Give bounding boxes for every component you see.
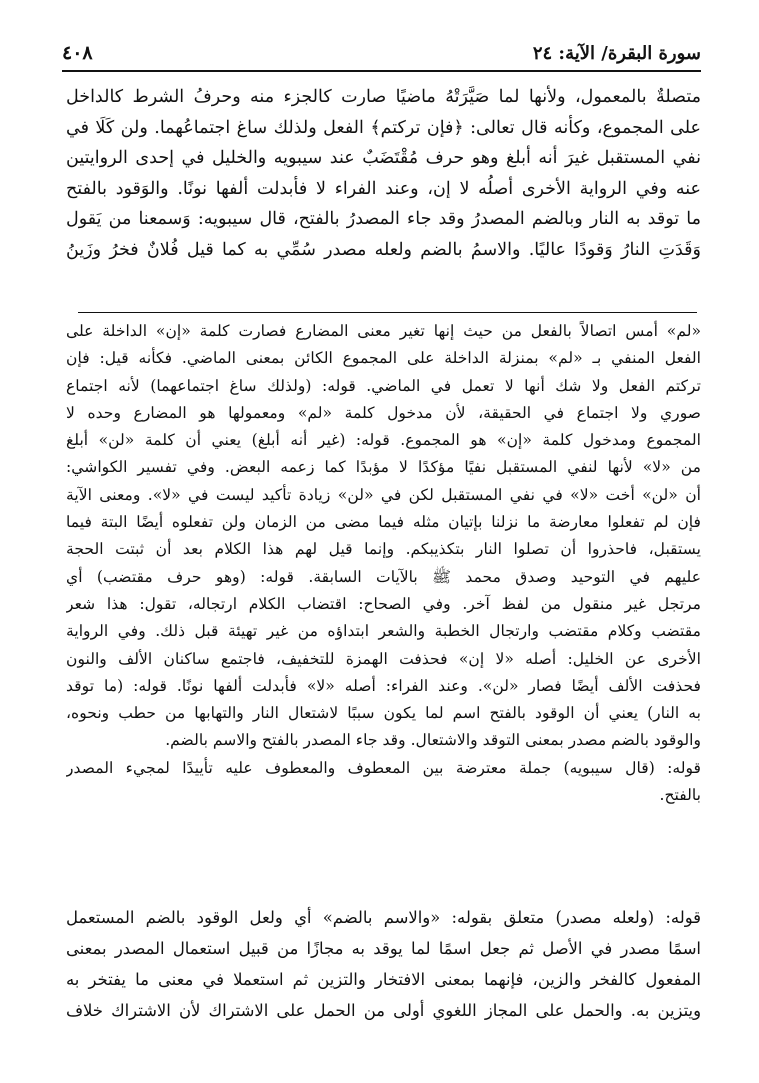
main-text — [66, 82, 701, 265]
main-line: ما توقد به النار وبالضم المصدرُ وقد جاء المصدرُ بالفتح، قال سيبويه: وَسمعنا من يَقول — [66, 209, 701, 229]
text-separator — [78, 312, 697, 313]
commentary-text — [66, 318, 701, 809]
note-line: بالفتح. — [659, 786, 701, 805]
note-line: المجموع ومدخول كلمة «إن» هو المجموع. قوله: (غير أنه أبلغ) يعني أن كلمة «لن» أبلغ — [66, 431, 701, 450]
note-line: به النار) يعني أن الوقود بالفتح اسم لما يكون سببًا لاشتعال النار والتهابها من حطب ونحوه، — [66, 704, 701, 723]
note-line: مرتجل غير منقول من لفظ آخر. وفي الصحاح: اقتضاب الكلام ارتجاله، تقول: هذا شعر — [66, 594, 701, 613]
surah-title: سورة البقرة/ الآية: ٢٤ — [532, 42, 701, 64]
lower-line: ويتزين به. والحمل على المجاز اللغوي أولى من الحمل على الاشتراك لأن الاشتراك خلاف — [66, 1001, 701, 1020]
note-line: من «لا» لأنها لنفي المستقبل نفيًا مؤكدًا لا مؤبدًا كما زعمه البعض. وفي تفسير الكواشي: — [66, 458, 701, 477]
note-line: والوقود بالضم مصدر بمعنى التوقد والاشتعال. وقد جاء المصدر بالفتح والاسم بالضم. — [165, 731, 701, 750]
lower-line: اسمًا مصدر في الأصل ثم جعل اسمًا لما يوقد به مجازًا من قبيل استعمال المصدر بمعنى — [66, 939, 701, 958]
note-line: الفعل المنفي بـ «لم» بمنزلة الداخلة على المجموع الكائن بمعنى الماضي. فكأنه قيل: فإن — [66, 349, 701, 368]
lower-line: قوله: (ولعله مصدر) متعلق بقوله: «والاسم بالضم» أي ولعل الوقود بالضم المستعمل — [66, 908, 701, 927]
main-line: وَقَدَتِ النارُ وَقودًا عاليًا. والاسمُ بالضم ولعله مصدر سُمِّي به كما قيل فُلانٌ فخرُ وزَينُ — [66, 239, 701, 260]
note-line: أن «لن» أخت «لا» في نفي المستقبل لكن في «لن» زيادة تأكيد ليست في «لا». ومعنى الآية — [66, 485, 701, 504]
lower-commentary — [66, 902, 701, 1026]
note-line: مقتضب وكلام مقتضب وارتجال الخطبة والشعر ابتداؤه من غير تهيئة قبل ذلك. وفي الرواية — [66, 622, 701, 641]
page-number: ٤٠٨ — [62, 42, 93, 64]
main-line: على المجموع، وكأنه قال تعالى: ﴿فإن تركتم﴾ الفعل ولذلك ساغ اجتماعُهما. ولن كَلَا في — [66, 117, 701, 138]
note-line: فإن لم تفعلوا معارضة ما نزلنا بإتيان مثله فيما مضى من الزمان ولن تفعلوه أيضًا البتة فيما — [66, 513, 701, 532]
main-line: عنه وفي الرواية الأخرى أصلُه لا إن، وعند الفراء لا فأبدلت ألفها نونًا. والوَقود بالفتح — [66, 178, 701, 199]
header-rule — [62, 70, 701, 72]
page-header — [62, 38, 701, 68]
note-line: فحذفت الألف أيضًا فصار «لن». وعند الفراء: أصله «لا» فأبدلت ألفها نونًا. قوله: (ما توقد — [66, 676, 701, 695]
note-line: قوله: (قال سيبويه) جملة معترضة بين المعطوف والمعطوف عليه تأييدًا لمجيء المصدر — [66, 758, 701, 777]
note-line: يستقبل، فاحذروا أن تصلوا النار بتكذيبكم. وإنما قيل لهم هذا الكلام بعد أن ثبتت الحجة — [66, 540, 701, 559]
note-line: تركتم الفعل ولا شك أنها لا تعمل في الماضي. قوله: (ولذلك ساغ اجتماعهما) لأنه اجتماع — [66, 376, 701, 395]
note-line: الأخرى عن الخليل: أصله «لا إن» فحذفت الهمزة للتخفيف، فاجتمع ساكنان الألف والنون — [66, 649, 701, 668]
note-line: عليهم في التوحيد وصدق محمد ﷺ بالآيات السابقة. قوله: (وهو حرف مقتضب) أي — [66, 567, 701, 586]
note-line: صوري ولا اجتماع في الحقيقة، لأن مدخول كلمة «لم» ومعمولها هو المضارع وحده لا — [66, 403, 701, 422]
note-line: «لم» أمس اتصالاً بالفعل من حيث إنها تغير معنى المضارع فصارت كلمة «إن» الداخلة على — [66, 322, 701, 340]
lower-line: المفعول كالفخر والزين، فإنهما بمعنى الافتخار والتزين ثم استعملا في معنى ما يفتخر به — [66, 970, 701, 989]
main-line: متصلةٌ بالمعمول، ولأنها لما صَيَّرَتْهُ ماضيًا صارت كالجزء منه وحرفُ الشرط كالداخل — [66, 87, 701, 107]
main-line: نفي المستقبل غيرَ أنه أبلغ وهو حرف مُقْتَضَبٌ عند سيبويه والخليل في إحدى الروايتين — [66, 148, 701, 168]
